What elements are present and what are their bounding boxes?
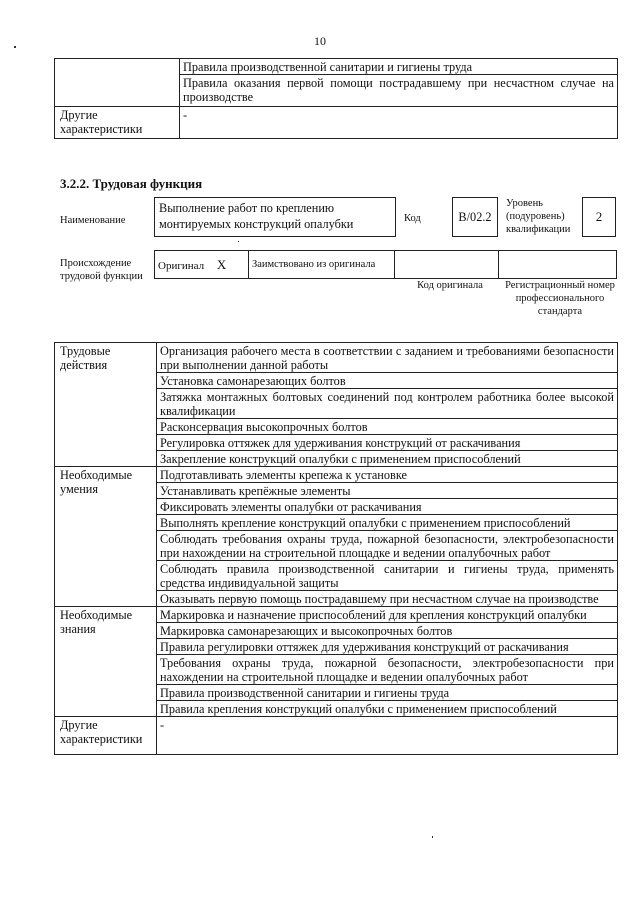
table-row bbox=[155, 251, 617, 279]
list-item: Требования охраны труда, пожарной безопасности, электробезопасности при нахождении на строительной площадке и ведении опалубочных работ bbox=[157, 655, 618, 685]
list-item: Фиксировать элементы опалубки от раскачивания bbox=[157, 499, 618, 515]
list-item: Выполнять крепление конструкций опалубки с применением приспособлений bbox=[157, 515, 618, 531]
name-label: Наименование bbox=[60, 215, 126, 226]
list-item: Организация рабочего места в соответствии с заданием и требованиями безопасности при выполнении данной работы bbox=[157, 343, 618, 373]
skills-label: Необходимые умения bbox=[55, 467, 157, 607]
list-item: Установка самонарезающих болтов bbox=[157, 373, 618, 389]
table-row bbox=[55, 107, 618, 139]
list-item: Соблюдать требования охраны труда, пожарной безопасности, электробезопасности при нахождении на строительной площадке и ведении опалубочных работ bbox=[157, 531, 618, 561]
table-row bbox=[55, 467, 618, 483]
code-value: B/02.2 bbox=[458, 210, 492, 224]
table-row bbox=[55, 607, 618, 623]
footer-mark bbox=[432, 836, 433, 838]
original-label: Оригинал bbox=[158, 259, 205, 272]
reg-number-caption: Регистрационный номер профессионального стандарта bbox=[505, 280, 615, 317]
code-value-box bbox=[452, 197, 498, 237]
labor-actions-label: Трудовые действия bbox=[55, 343, 157, 467]
table-row bbox=[55, 59, 618, 75]
other-characteristics-value: - bbox=[180, 107, 618, 139]
reg-number-cell bbox=[499, 251, 617, 279]
borrowed-cell bbox=[249, 251, 395, 279]
list-item: Соблюдать правила производственной санитарии и гигиены труда, применять средства индивидуальной защиты bbox=[157, 561, 618, 591]
name-value-box bbox=[154, 197, 396, 237]
list-item: Маркировка самонарезающих и высокопрочных болтов bbox=[157, 623, 618, 639]
section-title: 3.2.2. Трудовая функция bbox=[60, 176, 203, 191]
code-label: Код bbox=[404, 213, 421, 224]
margin-mark bbox=[14, 46, 16, 48]
function-name: Выполнение работ по креплению монтируемых конструкций опалубки bbox=[159, 201, 354, 231]
table-cell-empty bbox=[55, 59, 180, 107]
code-original-cell bbox=[395, 251, 499, 279]
list-item: Подготавливать элементы крепежа к установке bbox=[157, 467, 618, 483]
list-item: Правила производственной санитарии и гигиены труда bbox=[180, 59, 618, 75]
other-characteristics-label: Другие характеристики bbox=[55, 717, 157, 755]
table-row bbox=[55, 717, 618, 755]
original-mark: X bbox=[216, 256, 227, 272]
level-label: Уровень (подуровень) квалификации bbox=[506, 198, 571, 235]
main-table bbox=[54, 342, 618, 755]
level-value-box bbox=[582, 197, 616, 237]
origin-label: Происхождение трудовой функции bbox=[60, 258, 143, 282]
dot-mark bbox=[238, 241, 239, 242]
list-item: Маркировка и назначение приспособлений для крепления конструкций опалубки bbox=[157, 607, 618, 623]
list-item: Закрепление конструкций опалубки с применением приспособлений bbox=[157, 451, 618, 467]
list-item: Расконсервация высокопрочных болтов bbox=[157, 419, 618, 435]
other-characteristics-label: Другие характеристики bbox=[55, 107, 180, 139]
other-characteristics-value: - bbox=[157, 717, 618, 755]
top-table bbox=[54, 58, 618, 139]
list-item: Правила крепления конструкций опалубки с применением приспособлений bbox=[157, 701, 618, 717]
list-item: Оказывать первую помощь пострадавшему при несчастном случае на производстве bbox=[157, 591, 618, 607]
list-item: Правила производственной санитарии и гигиены труда bbox=[157, 685, 618, 701]
list-item: Устанавливать крепёжные элементы bbox=[157, 483, 618, 499]
borrowed-label: Заимствовано из оригинала bbox=[252, 259, 376, 270]
origin-table bbox=[154, 250, 617, 279]
table-row bbox=[55, 343, 618, 373]
code-original-caption: Код оригинала bbox=[417, 280, 483, 291]
page-number: 10 bbox=[314, 34, 326, 48]
original-cell bbox=[155, 251, 249, 279]
knowledge-label: Необходимые знания bbox=[55, 607, 157, 717]
list-item: Затяжка монтажных болтовых соединений под контролем работника более высокой квалификации bbox=[157, 389, 618, 419]
list-item: Правила регулировки оттяжек для удерживания конструкций от раскачивания bbox=[157, 639, 618, 655]
list-item: Регулировка оттяжек для удерживания конструкций от раскачивания bbox=[157, 435, 618, 451]
level-value: 2 bbox=[595, 209, 603, 224]
list-item: Правила оказания первой помощи пострадавшему при несчастном случае на производстве bbox=[180, 75, 618, 107]
